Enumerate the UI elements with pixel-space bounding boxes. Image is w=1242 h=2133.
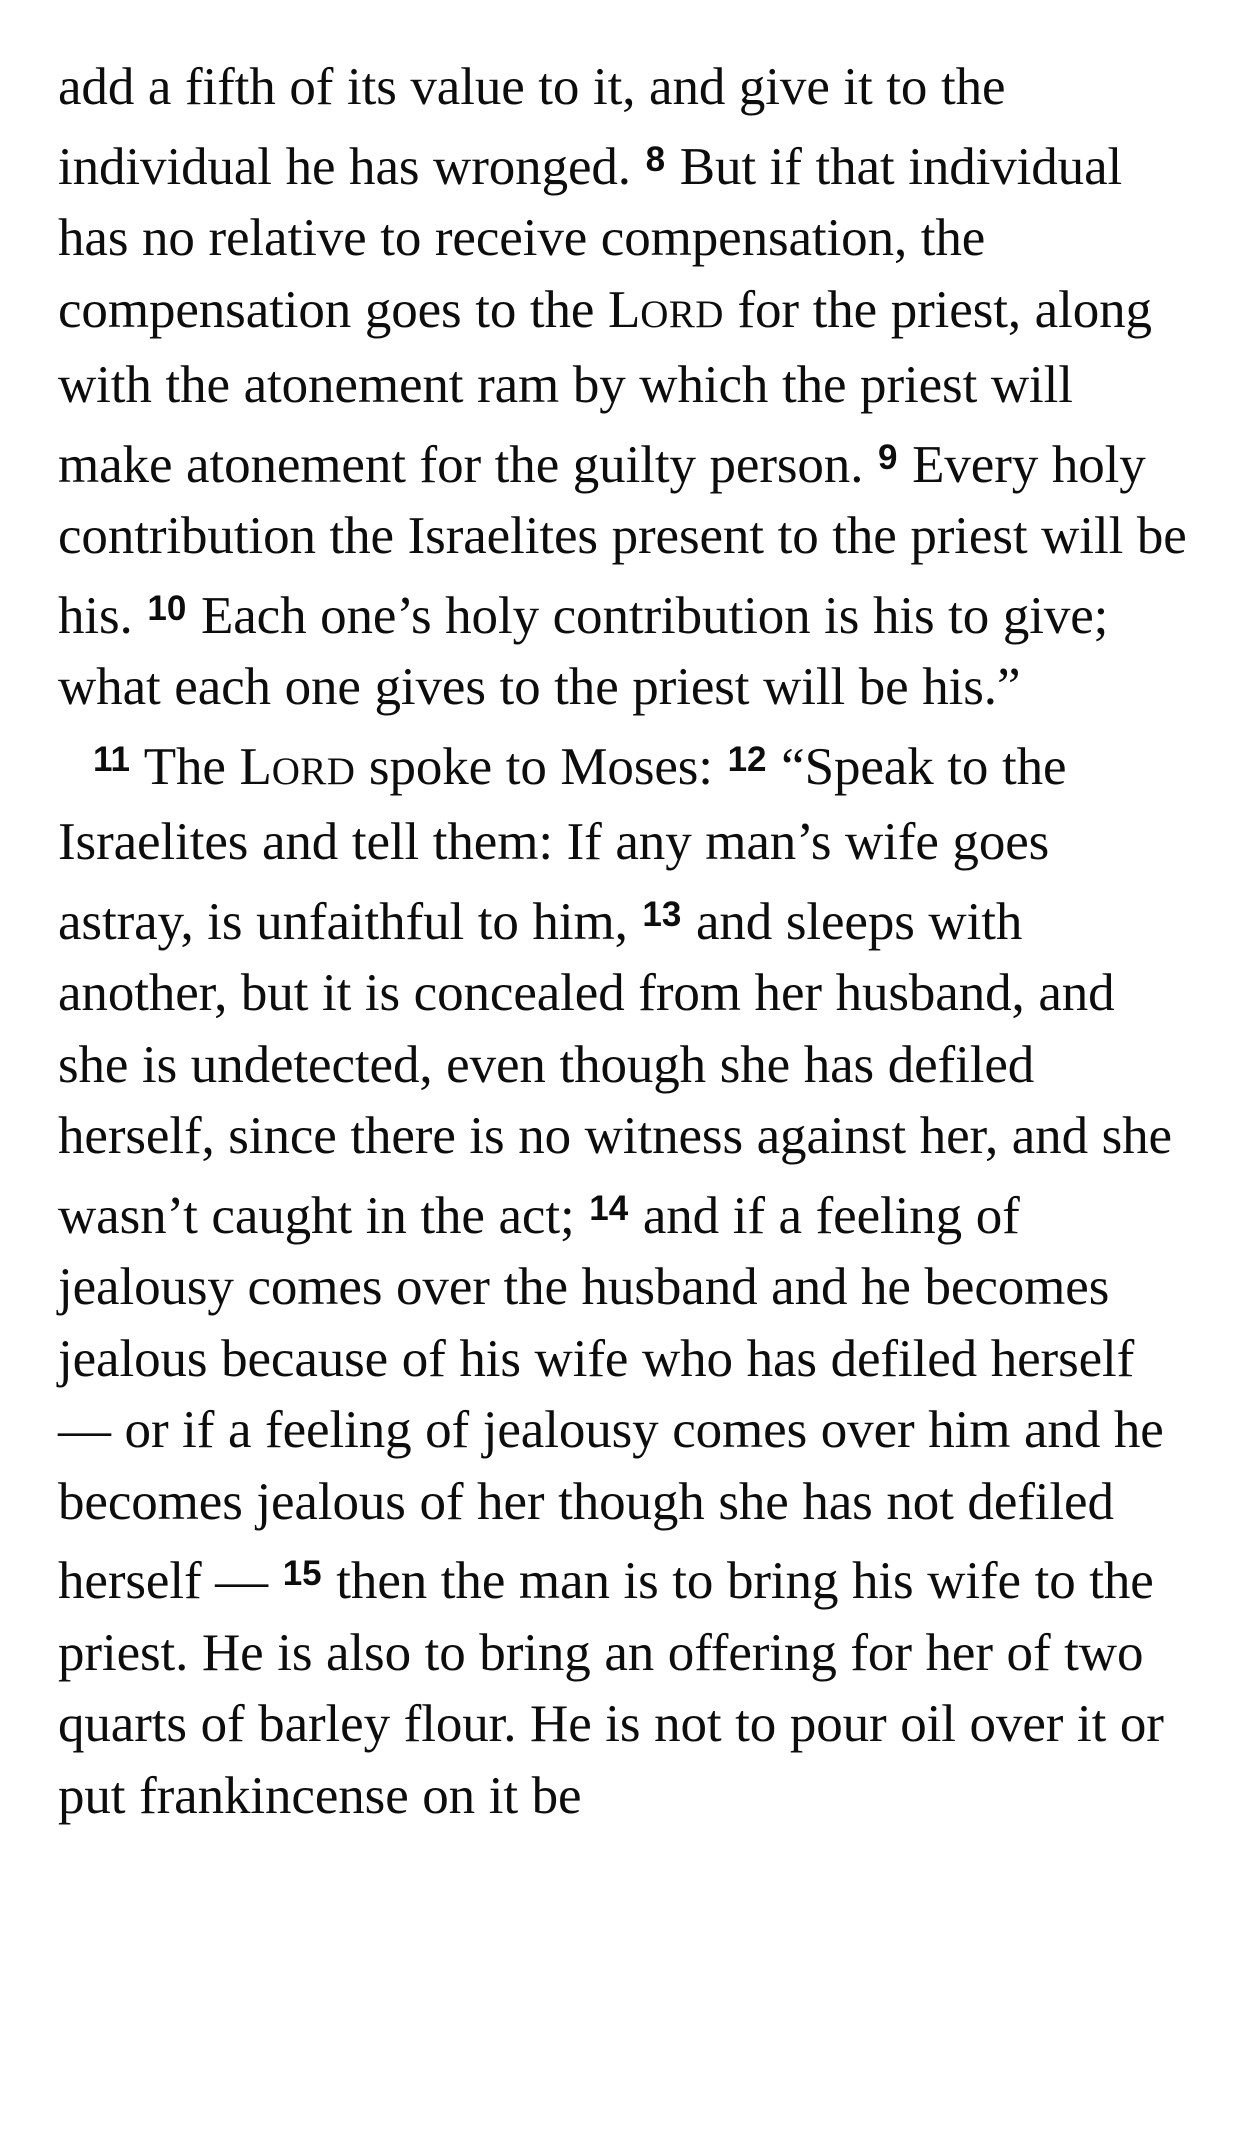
verse-number: 8 <box>645 139 666 179</box>
verse-number: 11 <box>93 739 130 779</box>
verse-number: 12 <box>727 739 767 779</box>
verse-number: 14 <box>589 1188 629 1228</box>
verse-number: 9 <box>878 437 898 477</box>
divine-name-smallcaps: ORD <box>271 749 356 793</box>
verse-number: 15 <box>282 1554 322 1593</box>
divine-name <box>239 738 355 796</box>
scripture-paragraph: add a fifth of its value to it, and give it to the individual he has wronged. $^8$ But if that individual has no relative to receive compensation, the compensation goes to the LORD for the priest, along with the atonement ram by which the priest will make atonement for the guilty person. $^9$ Every holy contribution the Israelites present to the priest will be his. $^{10}$ Each one’s holy contribution is his to give; what each one gives to the priest will be his.” <box>58 58 1187 716</box>
divine-name-initial: L <box>239 737 272 796</box>
verse-number: 10 <box>147 588 187 628</box>
divine-name-initial: L <box>608 280 641 339</box>
divine-name-smallcaps: ORD <box>640 292 724 336</box>
scripture-paragraph: $^{11}$ The LORD spoke to Moses: $^{12}$ “Speak to the Israelites and tell them: If any man’s wife goes astray, is unfaithful to him, $^{13}$ and sleeps with another, but it is concealed from her husband, and she is undetected, even though she has defiled herself, since there is no witness against her, and she wasn’t caught in the act; $^{14}$ and if a feeling of jealousy comes over the husband and he becomes jealous because of his wife who has defiled herself — or if a feeling of jealousy comes over him and he becomes jealous of her though she has not defiled herself — $^{15}$ then the man is to bring his wife to the priest. He is also to bring an offering for her of two quarts of barley flour. He is not to pour oil over it or put frankincense on it be <box>58 737 1172 1825</box>
text-body <box>58 52 1194 1832</box>
divine-name <box>608 281 724 339</box>
verse-number: 13 <box>642 894 682 934</box>
